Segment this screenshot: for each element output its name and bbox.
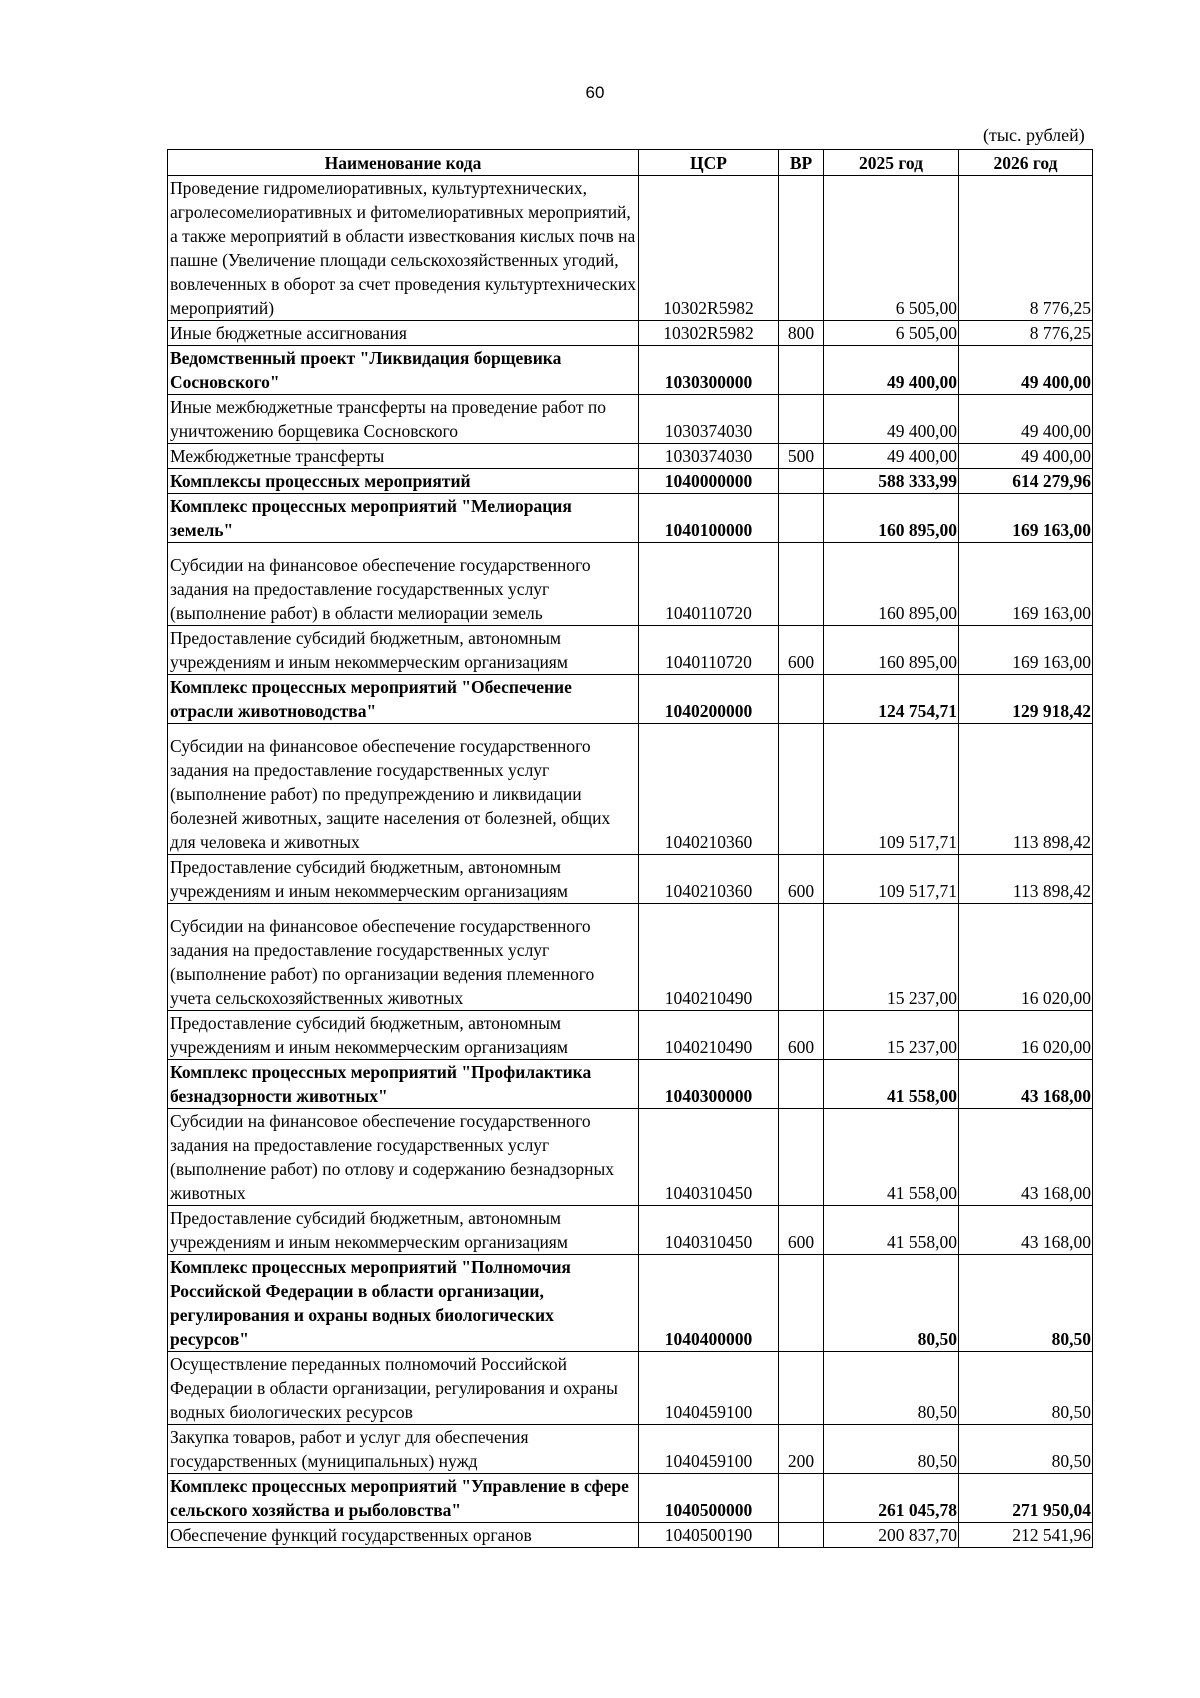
page-number: 60 (585, 83, 605, 102)
row-2025-cell: 160 895,00 (824, 543, 959, 626)
row-name-cell: Комплекс процессных мероприятий "Профилактика безнадзорности животных" (168, 1060, 639, 1109)
row-2025-cell: 588 333,99 (824, 469, 959, 494)
row-csr-cell: 1040210360 (639, 855, 779, 904)
table-row (168, 675, 1093, 724)
row-2026-cell: 169 163,00 (959, 626, 1093, 675)
row-csr-cell: 1040110720 (639, 626, 779, 675)
row-vr-cell (779, 1109, 824, 1206)
row-csr-cell: 1040310450 (639, 1206, 779, 1255)
row-2026-cell: 8 776,25 (959, 176, 1093, 321)
table-row (168, 1206, 1093, 1255)
row-2025-cell: 200 837,70 (824, 1523, 959, 1548)
row-vr-cell: 600 (779, 626, 824, 675)
table-row (168, 176, 1093, 321)
row-vr-cell (779, 675, 824, 724)
table-row (168, 1425, 1093, 1474)
row-name-cell: Комплексы процессных мероприятий (168, 469, 639, 494)
budget-table (167, 149, 1093, 1548)
table-row (168, 346, 1093, 395)
row-2026-cell: 271 950,04 (959, 1474, 1093, 1523)
row-csr-cell: 1040459100 (639, 1425, 779, 1474)
row-2026-cell: 212 541,96 (959, 1523, 1093, 1548)
row-vr-cell (779, 346, 824, 395)
units-label: (тыс. рублей) (983, 125, 1085, 145)
row-2025-cell: 6 505,00 (824, 176, 959, 321)
row-name-cell: Субсидии на финансовое обеспечение государственного задания на предоставление государственных услуг (выполнение работ) по отлову и содержанию безнадзорных животных (168, 1109, 639, 1206)
row-name-cell: Предоставление субсидий бюджетным, автономным учреждениям и иным некоммерческим организациям (168, 1011, 639, 1060)
row-csr-cell: 1030374030 (639, 444, 779, 469)
table-row (168, 1523, 1093, 1548)
row-2025-cell: 41 558,00 (824, 1109, 959, 1206)
row-vr-cell (779, 469, 824, 494)
header-2025: 2025 год (824, 150, 959, 176)
table-row (168, 724, 1093, 855)
row-2025-cell: 15 237,00 (824, 904, 959, 1011)
row-csr-cell: 1040110720 (639, 543, 779, 626)
row-2026-cell: 129 918,42 (959, 675, 1093, 724)
table-row (168, 1474, 1093, 1523)
table-row (168, 855, 1093, 904)
row-2025-cell: 109 517,71 (824, 724, 959, 855)
table-row (168, 395, 1093, 444)
row-2025-cell: 80,50 (824, 1352, 959, 1425)
row-name-cell: Комплекс процессных мероприятий "Управление в сфере сельского хозяйства и рыболовства" (168, 1474, 639, 1523)
row-name-cell: Субсидии на финансовое обеспечение государственного задания на предоставление государственных услуг (выполнение работ) по организации ведения племенного учета сельскохозяйственных животных (168, 904, 639, 1011)
row-2026-cell: 43 168,00 (959, 1109, 1093, 1206)
table-row (168, 626, 1093, 675)
row-name-cell: Предоставление субсидий бюджетным, автономным учреждениям и иным некоммерческим организациям (168, 1206, 639, 1255)
table-row (168, 1255, 1093, 1352)
row-2025-cell: 6 505,00 (824, 321, 959, 346)
row-name-cell: Комплекс процессных мероприятий "Полномочия Российской Федерации в области организации, регулирования и охраны водных биологических ресурсов" (168, 1255, 639, 1352)
row-vr-cell (779, 1474, 824, 1523)
table-row (168, 444, 1093, 469)
row-name-cell: Предоставление субсидий бюджетным, автономным учреждениям и иным некоммерческим организациям (168, 626, 639, 675)
header-2026: 2026 год (959, 150, 1093, 176)
row-csr-cell: 1040459100 (639, 1352, 779, 1425)
row-vr-cell: 200 (779, 1425, 824, 1474)
row-2025-cell: 109 517,71 (824, 855, 959, 904)
row-vr-cell (779, 1060, 824, 1109)
row-csr-cell: 10302R5982 (639, 321, 779, 346)
row-vr-cell (779, 543, 824, 626)
row-2026-cell: 43 168,00 (959, 1206, 1093, 1255)
row-csr-cell: 1040210490 (639, 904, 779, 1011)
row-csr-cell: 1040200000 (639, 675, 779, 724)
row-csr-cell: 1040210490 (639, 1011, 779, 1060)
row-2025-cell: 41 558,00 (824, 1206, 959, 1255)
row-2026-cell: 113 898,42 (959, 724, 1093, 855)
row-vr-cell (779, 724, 824, 855)
row-csr-cell: 1040300000 (639, 1060, 779, 1109)
row-vr-cell (779, 1352, 824, 1425)
row-2025-cell: 15 237,00 (824, 1011, 959, 1060)
row-2026-cell: 80,50 (959, 1352, 1093, 1425)
row-2026-cell: 614 279,96 (959, 469, 1093, 494)
row-name-cell: Проведение гидромелиоративных, культуртехнических, агролесомелиоративных и фитомелиоративных мероприятий, а также мероприятий в области известкования кислых почв на пашне (Увеличение площади сельскохозяйственных угодий, вовлеченных в оборот за счет проведения культуртехнических мероприятий) (168, 176, 639, 321)
header-vr: ВР (779, 150, 824, 176)
table-row (168, 469, 1093, 494)
row-name-cell: Комплекс процессных мероприятий "Обеспечение отрасли животноводства" (168, 675, 639, 724)
row-name-cell: Субсидии на финансовое обеспечение государственного задания на предоставление государственных услуг (выполнение работ) по предупреждению и ликвидации болезней животных, защите населения от болезней, общих для человека и животных (168, 724, 639, 855)
row-2026-cell: 49 400,00 (959, 444, 1093, 469)
row-2026-cell: 80,50 (959, 1425, 1093, 1474)
table-row (168, 321, 1093, 346)
row-2026-cell: 169 163,00 (959, 494, 1093, 543)
table-header-row (168, 150, 1093, 176)
row-csr-cell: 1030300000 (639, 346, 779, 395)
row-name-cell: Комплекс процессных мероприятий "Мелиорация земель" (168, 494, 639, 543)
table-row (168, 494, 1093, 543)
row-2025-cell: 160 895,00 (824, 494, 959, 543)
row-name-cell: Субсидии на финансовое обеспечение государственного задания на предоставление государственных услуг (выполнение работ) в области мелиорации земель (168, 543, 639, 626)
row-csr-cell: 10302R5982 (639, 176, 779, 321)
row-2026-cell: 113 898,42 (959, 855, 1093, 904)
table-row (168, 1109, 1093, 1206)
row-2026-cell: 8 776,25 (959, 321, 1093, 346)
table-row (168, 1060, 1093, 1109)
row-csr-cell: 1040500190 (639, 1523, 779, 1548)
row-csr-cell: 1040210360 (639, 724, 779, 855)
row-vr-cell (779, 1255, 824, 1352)
header-csr: ЦСР (639, 150, 779, 176)
row-name-cell: Ведомственный проект "Ликвидация борщевика Сосновского" (168, 346, 639, 395)
row-2026-cell: 16 020,00 (959, 904, 1093, 1011)
row-2025-cell: 261 045,78 (824, 1474, 959, 1523)
row-csr-cell: 1040500000 (639, 1474, 779, 1523)
table-row (168, 1352, 1093, 1425)
row-name-cell: Межбюджетные трансферты (168, 444, 639, 469)
row-vr-cell: 500 (779, 444, 824, 469)
row-vr-cell: 800 (779, 321, 824, 346)
row-csr-cell: 1040100000 (639, 494, 779, 543)
row-2025-cell: 124 754,71 (824, 675, 959, 724)
row-2025-cell: 49 400,00 (824, 346, 959, 395)
row-2026-cell: 80,50 (959, 1255, 1093, 1352)
row-name-cell: Иные межбюджетные трансферты на проведение работ по уничтожению борщевика Сосновского (168, 395, 639, 444)
row-vr-cell (779, 494, 824, 543)
row-2025-cell: 49 400,00 (824, 395, 959, 444)
row-csr-cell: 1030374030 (639, 395, 779, 444)
row-2025-cell: 160 895,00 (824, 626, 959, 675)
row-vr-cell: 600 (779, 1011, 824, 1060)
row-2025-cell: 80,50 (824, 1425, 959, 1474)
row-name-cell: Обеспечение функций государственных органов (168, 1523, 639, 1548)
row-vr-cell (779, 1523, 824, 1548)
row-2026-cell: 43 168,00 (959, 1060, 1093, 1109)
table-row (168, 543, 1093, 626)
row-csr-cell: 1040310450 (639, 1109, 779, 1206)
row-vr-cell: 600 (779, 855, 824, 904)
table-row (168, 904, 1093, 1011)
table-row (168, 1011, 1093, 1060)
row-2026-cell: 49 400,00 (959, 346, 1093, 395)
row-name-cell: Закупка товаров, работ и услуг для обеспечения государственных (муниципальных) нужд (168, 1425, 639, 1474)
row-2025-cell: 41 558,00 (824, 1060, 959, 1109)
row-vr-cell (779, 904, 824, 1011)
row-csr-cell: 1040400000 (639, 1255, 779, 1352)
row-2026-cell: 49 400,00 (959, 395, 1093, 444)
header-name: Наименование кода (168, 150, 639, 176)
row-name-cell: Предоставление субсидий бюджетным, автономным учреждениям и иным некоммерческим организациям (168, 855, 639, 904)
row-2026-cell: 169 163,00 (959, 543, 1093, 626)
row-name-cell: Иные бюджетные ассигнования (168, 321, 639, 346)
row-csr-cell: 1040000000 (639, 469, 779, 494)
row-2025-cell: 49 400,00 (824, 444, 959, 469)
row-vr-cell (779, 395, 824, 444)
row-name-cell: Осуществление переданных полномочий Российской Федерации в области организации, регулирования и охраны водных биологических ресурсов (168, 1352, 639, 1425)
row-2026-cell: 16 020,00 (959, 1011, 1093, 1060)
row-vr-cell: 600 (779, 1206, 824, 1255)
row-2025-cell: 80,50 (824, 1255, 959, 1352)
row-vr-cell (779, 176, 824, 321)
